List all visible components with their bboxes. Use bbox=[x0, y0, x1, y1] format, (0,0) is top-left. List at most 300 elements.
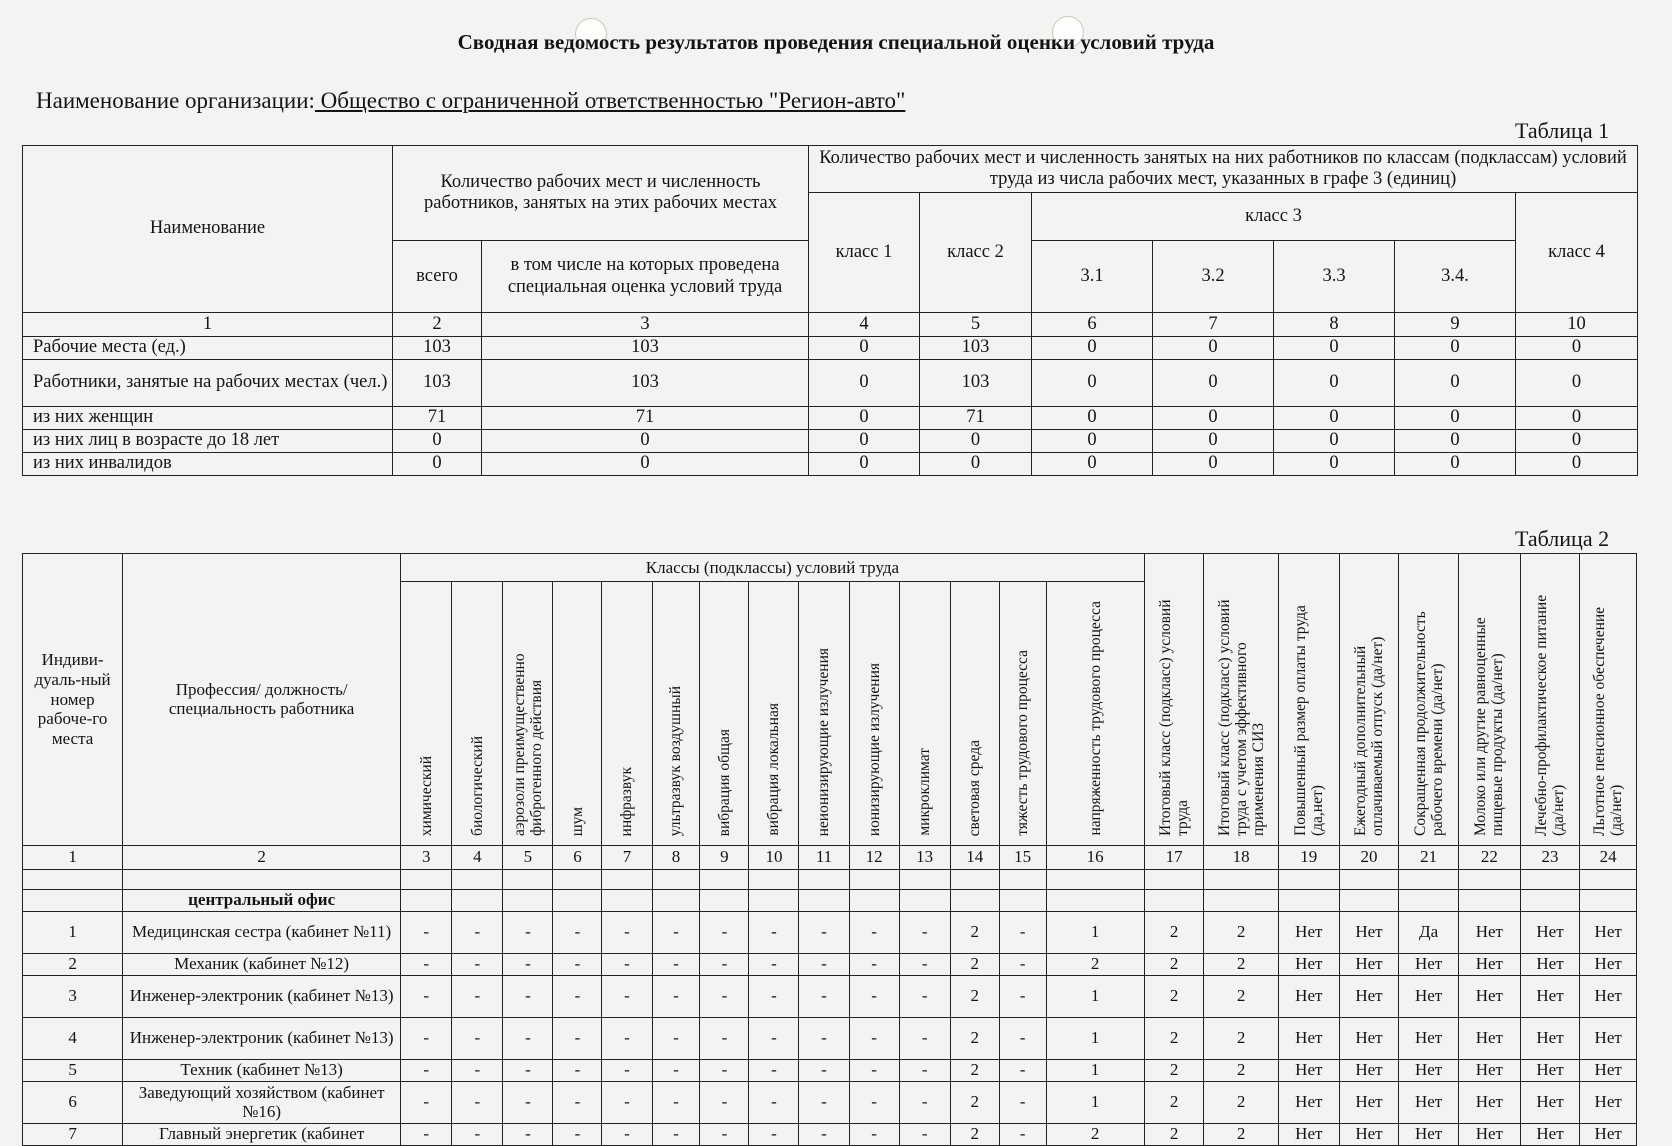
t1-cell: 0 bbox=[1153, 453, 1274, 476]
t2-cell: Нет bbox=[1399, 1081, 1459, 1123]
document-title: Сводная ведомость результатов проведения специальной оценки условий труда bbox=[457, 30, 1215, 54]
t2-cell: - bbox=[503, 1123, 553, 1145]
t2-cell: - bbox=[799, 1123, 849, 1145]
t1-row bbox=[23, 407, 1638, 430]
t2-colnum: 14 bbox=[950, 845, 999, 869]
t2-cell: - bbox=[849, 911, 899, 953]
t1-cell: 0 bbox=[1274, 453, 1395, 476]
t2-cell: - bbox=[849, 953, 899, 975]
t1-cell: 0 bbox=[482, 430, 809, 453]
t2-header-factor: Сокращенная продолжительность рабочего времени (да/нет) bbox=[1399, 554, 1459, 846]
t2-cell: - bbox=[503, 1059, 553, 1081]
t2-cell: 2 bbox=[1204, 911, 1279, 953]
t2-header-factor: вибрация общая bbox=[700, 582, 749, 846]
t2-colnum: 7 bbox=[602, 845, 652, 869]
t2-cell: - bbox=[799, 953, 849, 975]
t1-cell: 0 bbox=[809, 453, 920, 476]
t1-colnum: 6 bbox=[1032, 313, 1153, 337]
profession-name: Заведующий хозяйством (кабинет №16) bbox=[123, 1081, 401, 1123]
t2-cell: - bbox=[700, 1017, 749, 1059]
t2-cell: - bbox=[652, 953, 700, 975]
t2-header-factor: ультразвук воздушный bbox=[652, 582, 700, 846]
t1-cell: 0 bbox=[1516, 453, 1638, 476]
t1-cell: 0 bbox=[1274, 337, 1395, 360]
profession-name: Главный энергетик (кабинет bbox=[123, 1123, 401, 1145]
t2-cell: 2 bbox=[950, 975, 999, 1017]
t2-cell: 2 bbox=[950, 1017, 999, 1059]
t2-cell: - bbox=[999, 1123, 1046, 1145]
t2-cell: Нет bbox=[1339, 1059, 1399, 1081]
t2-header-factor: Повышенный размер оплаты труда (да,нет) bbox=[1278, 554, 1339, 846]
t1-colnum: 8 bbox=[1274, 313, 1395, 337]
t2-cell: - bbox=[652, 1081, 700, 1123]
t1-cell: 0 bbox=[1032, 430, 1153, 453]
t2-cell: 2 bbox=[1046, 953, 1144, 975]
t2-cell: Нет bbox=[1520, 1017, 1580, 1059]
t1-cell: 0 bbox=[1153, 407, 1274, 430]
t2-colnum: 6 bbox=[553, 845, 602, 869]
t2-cell: Нет bbox=[1339, 975, 1399, 1017]
t1-header-class3: класс 3 bbox=[1032, 193, 1516, 241]
t2-colnum: 1 bbox=[23, 845, 123, 869]
t2-cell: Нет bbox=[1278, 975, 1339, 1017]
t2-cell: - bbox=[602, 911, 652, 953]
t2-section-row bbox=[23, 889, 1637, 911]
t2-cell: Нет bbox=[1520, 911, 1580, 953]
t2-cell: - bbox=[999, 1081, 1046, 1123]
t2-cell: - bbox=[999, 975, 1046, 1017]
t2-cell: 2 bbox=[1144, 1059, 1204, 1081]
t2-cell: Нет bbox=[1278, 953, 1339, 975]
t2-cell: - bbox=[749, 1017, 799, 1059]
t2-cell: - bbox=[799, 1059, 849, 1081]
t2-cell: - bbox=[503, 1017, 553, 1059]
t2-colnum: 13 bbox=[899, 845, 950, 869]
t2-blank-row bbox=[23, 869, 1637, 889]
workplace-id: 2 bbox=[23, 953, 123, 975]
t2-header-factor: химический bbox=[401, 582, 452, 846]
t1-colnum: 2 bbox=[393, 313, 482, 337]
t2-cell: - bbox=[899, 1123, 950, 1145]
t1-cell: 71 bbox=[920, 407, 1032, 430]
t2-cell: - bbox=[849, 975, 899, 1017]
t2-cell: - bbox=[899, 1059, 950, 1081]
t2-cell: - bbox=[999, 1017, 1046, 1059]
t2-cell: Нет bbox=[1520, 1123, 1580, 1145]
t2-cell: Нет bbox=[1458, 975, 1520, 1017]
t2-cell: - bbox=[401, 1017, 452, 1059]
t2-colnum: 16 bbox=[1046, 845, 1144, 869]
t2-cell: - bbox=[849, 1017, 899, 1059]
t1-header-assessed: в том числе на которых проведена специальная оценка условий труда bbox=[482, 241, 809, 313]
t2-cell: 2 bbox=[1144, 1123, 1204, 1145]
t2-cell: - bbox=[503, 975, 553, 1017]
t2-cell: - bbox=[553, 1059, 602, 1081]
t2-colnum: 24 bbox=[1580, 845, 1637, 869]
t2-cell: - bbox=[849, 1081, 899, 1123]
t2-cell: Нет bbox=[1458, 1123, 1520, 1145]
t2-cell: Нет bbox=[1580, 1017, 1637, 1059]
t1-row bbox=[23, 360, 1638, 407]
t1-header-total: всего bbox=[393, 241, 482, 313]
profession-name: Инженер-электроник (кабинет №13) bbox=[123, 1017, 401, 1059]
t1-row-name: из них лиц в возрасте до 18 лет bbox=[23, 430, 393, 453]
t1-header-3-3: 3.3 bbox=[1274, 241, 1395, 313]
t2-cell: Нет bbox=[1278, 1059, 1339, 1081]
t2-header-factor: Ежегодный дополнительный оплачиваемый отпуск (да/нет) bbox=[1339, 554, 1399, 846]
t2-cell: 2 bbox=[1204, 1123, 1279, 1145]
t2-colnum: 23 bbox=[1520, 845, 1580, 869]
t2-cell: - bbox=[700, 975, 749, 1017]
t2-header-classes: Классы (подклассы) условий труда bbox=[401, 554, 1145, 582]
t2-cell: 1 bbox=[1046, 911, 1144, 953]
t2-cell: - bbox=[553, 953, 602, 975]
t1-header-class2: класс 2 bbox=[920, 193, 1032, 313]
t1-cell: 0 bbox=[809, 360, 920, 407]
t2-cell: - bbox=[401, 1081, 452, 1123]
t2-cell: Нет bbox=[1339, 1123, 1399, 1145]
t2-cell: - bbox=[503, 1081, 553, 1123]
t2-cell: - bbox=[401, 911, 452, 953]
t1-cell: 103 bbox=[482, 360, 809, 407]
t1-cell: 0 bbox=[1516, 337, 1638, 360]
t2-colnum: 9 bbox=[700, 845, 749, 869]
t2-cell: - bbox=[553, 1017, 602, 1059]
t2-cell: - bbox=[553, 1123, 602, 1145]
t1-colnum: 5 bbox=[920, 313, 1032, 337]
t2-colnum: 10 bbox=[749, 845, 799, 869]
t2-cell: 2 bbox=[950, 1059, 999, 1081]
t2-cell: - bbox=[700, 1081, 749, 1123]
t2-colnum: 8 bbox=[652, 845, 700, 869]
t2-cell: 2 bbox=[950, 1081, 999, 1123]
t2-cell: - bbox=[652, 911, 700, 953]
t2-cell: - bbox=[553, 911, 602, 953]
table-row bbox=[23, 975, 1637, 1017]
t2-cell: - bbox=[899, 1081, 950, 1123]
t1-row-name: из них женщин bbox=[23, 407, 393, 430]
t2-cell: - bbox=[849, 1059, 899, 1081]
t2-cell: 2 bbox=[1204, 1059, 1279, 1081]
t1-header-3-1: 3.1 bbox=[1032, 241, 1153, 313]
t2-cell: Нет bbox=[1458, 1017, 1520, 1059]
t2-cell: - bbox=[401, 975, 452, 1017]
t1-cell: 0 bbox=[1395, 407, 1516, 430]
t2-cell: - bbox=[652, 1123, 700, 1145]
t1-colnum: 4 bbox=[809, 313, 920, 337]
t2-cell: 2 bbox=[1144, 1081, 1204, 1123]
t2-header-factor: Льготное пенсионное обеспечение (да/нет) bbox=[1580, 554, 1637, 846]
table2-label: Таблица 2 bbox=[1515, 526, 1610, 551]
t2-cell: Нет bbox=[1520, 1059, 1580, 1081]
t2-cell: Нет bbox=[1339, 953, 1399, 975]
t2-cell: 2 bbox=[1046, 1123, 1144, 1145]
t2-cell: Нет bbox=[1520, 1081, 1580, 1123]
t2-cell: Нет bbox=[1339, 1017, 1399, 1059]
t1-colnum: 10 bbox=[1516, 313, 1638, 337]
t1-cell: 0 bbox=[1153, 430, 1274, 453]
t2-header-factor: Молоко или другие равноценные пищевые продукты (да/нет) bbox=[1458, 554, 1520, 846]
section-title: центральный офис bbox=[123, 889, 401, 911]
t2-cell: Нет bbox=[1458, 911, 1520, 953]
t1-cell: 0 bbox=[393, 453, 482, 476]
t2-colnum: 22 bbox=[1458, 845, 1520, 869]
t1-cell: 0 bbox=[1032, 360, 1153, 407]
t2-cell: Нет bbox=[1580, 975, 1637, 1017]
t1-column-numbers bbox=[23, 313, 1638, 337]
t2-cell: - bbox=[700, 1059, 749, 1081]
workplace-id: 7 bbox=[23, 1123, 123, 1145]
t1-cell: 0 bbox=[1032, 453, 1153, 476]
profession-name: Инженер-электроник (кабинет №13) bbox=[123, 975, 401, 1017]
t1-row bbox=[23, 453, 1638, 476]
t2-header-factor: вибрация локальная bbox=[749, 582, 799, 846]
t2-cell: 2 bbox=[1144, 975, 1204, 1017]
organization-label: Наименование организации: bbox=[36, 88, 315, 113]
t2-header-factor: Лечебно-профилактическое питание (да/нет) bbox=[1520, 554, 1580, 846]
t2-header-factor: Итоговый класс (подкласс) условий труда с учетом эффективного применения СИЗ bbox=[1204, 554, 1279, 846]
t2-cell: - bbox=[401, 953, 452, 975]
t2-cell: 2 bbox=[1204, 1017, 1279, 1059]
t2-cell: 2 bbox=[1144, 911, 1204, 953]
t2-cell: - bbox=[452, 1059, 503, 1081]
t1-cell: 0 bbox=[1395, 337, 1516, 360]
t2-cell: - bbox=[899, 911, 950, 953]
t1-colnum: 3 bbox=[482, 313, 809, 337]
table-row bbox=[23, 1017, 1637, 1059]
t2-cell: - bbox=[553, 975, 602, 1017]
t2-colnum: 4 bbox=[452, 845, 503, 869]
t2-cell: 1 bbox=[1046, 1081, 1144, 1123]
t2-cell: - bbox=[452, 1017, 503, 1059]
t2-cell: - bbox=[602, 975, 652, 1017]
t2-cell: - bbox=[899, 975, 950, 1017]
t2-cell: Да bbox=[1399, 911, 1459, 953]
t1-cell: 0 bbox=[1274, 430, 1395, 453]
t2-cell: - bbox=[999, 911, 1046, 953]
profession-name: Медицинская сестра (кабинет №11) bbox=[123, 911, 401, 953]
t2-cell: - bbox=[749, 953, 799, 975]
t2-header-id: Индиви-дуаль-ный номер рабоче-го места bbox=[23, 554, 123, 846]
workplace-id: 6 bbox=[23, 1081, 123, 1123]
organization-line bbox=[36, 88, 905, 114]
t2-header-profession: Профессия/ должность/ специальность работника bbox=[123, 554, 401, 846]
t2-cell: Нет bbox=[1580, 953, 1637, 975]
t1-row-name: Работники, занятые на рабочих местах (чел.) bbox=[23, 360, 393, 407]
t1-cell: 0 bbox=[1274, 407, 1395, 430]
t1-cell: 0 bbox=[1516, 360, 1638, 407]
t2-cell: - bbox=[799, 975, 849, 1017]
t2-colnum: 2 bbox=[123, 845, 401, 869]
t1-cell: 0 bbox=[393, 430, 482, 453]
t1-row-name: из них инвалидов bbox=[23, 453, 393, 476]
t2-colnum: 17 bbox=[1144, 845, 1204, 869]
t2-cell: - bbox=[700, 911, 749, 953]
t2-cell: 2 bbox=[1204, 1081, 1279, 1123]
t2-cell: - bbox=[503, 953, 553, 975]
t1-header-class4: класс 4 bbox=[1516, 193, 1638, 313]
organization-name: Общество с ограниченной ответственностью "Регион-авто" bbox=[314, 88, 906, 113]
t2-cell: Нет bbox=[1520, 975, 1580, 1017]
t2-header-factor: биологический bbox=[452, 582, 503, 846]
t2-cell: - bbox=[652, 975, 700, 1017]
t2-cell: Нет bbox=[1399, 953, 1459, 975]
t2-cell: - bbox=[700, 953, 749, 975]
t1-colnum: 1 bbox=[23, 313, 393, 337]
t2-cell: - bbox=[401, 1059, 452, 1081]
t2-cell: 1 bbox=[1046, 975, 1144, 1017]
t2-cell: - bbox=[999, 953, 1046, 975]
t2-cell: - bbox=[749, 975, 799, 1017]
t2-cell: Нет bbox=[1520, 953, 1580, 975]
t2-header-factor: инфразвук bbox=[602, 582, 652, 846]
t2-cell: - bbox=[452, 1123, 503, 1145]
t1-cell: 0 bbox=[920, 430, 1032, 453]
t1-header-group2: Количество рабочих мест и численность занятых на них работников по классам (подклассам) условий труда из числа рабочих мест, указанных в графе 3 (единиц) bbox=[809, 146, 1638, 193]
t2-cell: Нет bbox=[1339, 911, 1399, 953]
t2-cell: Нет bbox=[1278, 1017, 1339, 1059]
t2-colnum: 12 bbox=[849, 845, 899, 869]
t2-cell: - bbox=[999, 1059, 1046, 1081]
t2-cell: 1 bbox=[1046, 1017, 1144, 1059]
t2-cell: - bbox=[749, 1123, 799, 1145]
t2-cell: Нет bbox=[1399, 975, 1459, 1017]
t2-colnum: 21 bbox=[1399, 845, 1459, 869]
t2-cell: - bbox=[700, 1123, 749, 1145]
t2-cell: Нет bbox=[1278, 1123, 1339, 1145]
t1-header-3-2: 3.2 bbox=[1153, 241, 1274, 313]
t2-cell: - bbox=[452, 1081, 503, 1123]
t2-header-factor: напряженность трудового процесса bbox=[1046, 582, 1144, 846]
t2-cell: - bbox=[401, 1123, 452, 1145]
t2-cell: 1 bbox=[1046, 1059, 1144, 1081]
t2-cell: - bbox=[503, 911, 553, 953]
t1-cell: 0 bbox=[1153, 360, 1274, 407]
t2-colnum: 3 bbox=[401, 845, 452, 869]
t2-header-factor: шум bbox=[553, 582, 602, 846]
t2-header-factor: ионизирующие излучения bbox=[849, 582, 899, 846]
t2-cell: Нет bbox=[1399, 1123, 1459, 1145]
t2-cell: - bbox=[749, 911, 799, 953]
profession-name: Механик (кабинет №12) bbox=[123, 953, 401, 975]
t2-colnum: 19 bbox=[1278, 845, 1339, 869]
t2-cell: Нет bbox=[1399, 1059, 1459, 1081]
t1-cell: 0 bbox=[1153, 337, 1274, 360]
t1-cell: 0 bbox=[920, 453, 1032, 476]
workplace-table bbox=[22, 553, 1637, 1146]
t2-cell: - bbox=[749, 1059, 799, 1081]
t1-header-3-4: 3.4. bbox=[1395, 241, 1516, 313]
t2-header-factor: световая среда bbox=[950, 582, 999, 846]
t1-cell: 71 bbox=[482, 407, 809, 430]
workplace-id: 1 bbox=[23, 911, 123, 953]
table1-label: Таблица 1 bbox=[1515, 118, 1610, 143]
t2-column-numbers bbox=[23, 845, 1637, 869]
t1-cell: 0 bbox=[1032, 407, 1153, 430]
t2-header-factor: Итоговый класс (подкласс) условий труда bbox=[1144, 554, 1204, 846]
t2-cell: - bbox=[899, 953, 950, 975]
t1-cell: 0 bbox=[1395, 360, 1516, 407]
t2-cell: Нет bbox=[1580, 1059, 1637, 1081]
t2-cell: - bbox=[602, 1017, 652, 1059]
t1-header-class1: класс 1 bbox=[809, 193, 920, 313]
t2-header-factor: тяжесть трудового процесса bbox=[999, 582, 1046, 846]
t2-cell: Нет bbox=[1580, 911, 1637, 953]
t2-cell: - bbox=[799, 911, 849, 953]
t1-cell: 0 bbox=[809, 337, 920, 360]
t2-header-factor: микроклимат bbox=[899, 582, 950, 846]
t2-cell: 2 bbox=[950, 953, 999, 975]
t2-cell: 2 bbox=[1204, 953, 1279, 975]
summary-table bbox=[22, 145, 1638, 476]
workplace-id: 4 bbox=[23, 1017, 123, 1059]
t2-cell: - bbox=[602, 1123, 652, 1145]
t2-header-factor: неионизирующие излучения bbox=[799, 582, 849, 846]
t2-cell: 2 bbox=[1204, 975, 1279, 1017]
t2-cell: - bbox=[652, 1059, 700, 1081]
t2-cell: Нет bbox=[1278, 911, 1339, 953]
t2-cell: - bbox=[452, 953, 503, 975]
t2-colnum: 20 bbox=[1339, 845, 1399, 869]
t2-colnum: 18 bbox=[1204, 845, 1279, 869]
t2-cell: - bbox=[553, 1081, 602, 1123]
t2-cell: Нет bbox=[1580, 1081, 1637, 1123]
t2-cell: - bbox=[602, 953, 652, 975]
t2-cell: Нет bbox=[1399, 1017, 1459, 1059]
t1-cell: 0 bbox=[1032, 337, 1153, 360]
t2-cell: - bbox=[799, 1017, 849, 1059]
t1-colnum: 7 bbox=[1153, 313, 1274, 337]
t1-cell: 103 bbox=[393, 337, 482, 360]
t1-cell: 103 bbox=[393, 360, 482, 407]
t1-cell: 71 bbox=[393, 407, 482, 430]
t2-cell: - bbox=[452, 911, 503, 953]
t1-cell: 0 bbox=[809, 430, 920, 453]
t1-cell: 0 bbox=[1516, 407, 1638, 430]
t2-cell: Нет bbox=[1339, 1081, 1399, 1123]
t2-cell: 2 bbox=[1144, 953, 1204, 975]
t2-cell: Нет bbox=[1580, 1123, 1637, 1145]
t2-cell: - bbox=[899, 1017, 950, 1059]
t1-row-name: Рабочие места (ед.) bbox=[23, 337, 393, 360]
t1-cell: 0 bbox=[1274, 360, 1395, 407]
t2-cell: 2 bbox=[1144, 1017, 1204, 1059]
t1-cell: 0 bbox=[1395, 453, 1516, 476]
t1-row bbox=[23, 337, 1638, 360]
t2-cell: - bbox=[602, 1081, 652, 1123]
t1-header-group1: Количество рабочих мест и численность работников, занятых на этих рабочих местах bbox=[393, 146, 809, 241]
t2-cell: Нет bbox=[1458, 1081, 1520, 1123]
t2-colnum: 11 bbox=[799, 845, 849, 869]
t2-cell: - bbox=[452, 975, 503, 1017]
t1-cell: 0 bbox=[482, 453, 809, 476]
t2-cell: - bbox=[652, 1017, 700, 1059]
t1-cell: 0 bbox=[809, 407, 920, 430]
t2-colnum: 5 bbox=[503, 845, 553, 869]
t2-colnum: 15 bbox=[999, 845, 1046, 869]
t1-colnum: 9 bbox=[1395, 313, 1516, 337]
profession-name: Техник (кабинет №13) bbox=[123, 1059, 401, 1081]
table-row bbox=[23, 1081, 1637, 1123]
t2-header-factor: аэрозоли преимущественно фиброгенного действия bbox=[503, 582, 553, 846]
t2-cell: - bbox=[602, 1059, 652, 1081]
t1-cell: 103 bbox=[920, 360, 1032, 407]
table-row bbox=[23, 1059, 1637, 1081]
t2-cell: - bbox=[799, 1081, 849, 1123]
table-row bbox=[23, 953, 1637, 975]
t2-cell: Нет bbox=[1278, 1081, 1339, 1123]
t1-row bbox=[23, 430, 1638, 453]
